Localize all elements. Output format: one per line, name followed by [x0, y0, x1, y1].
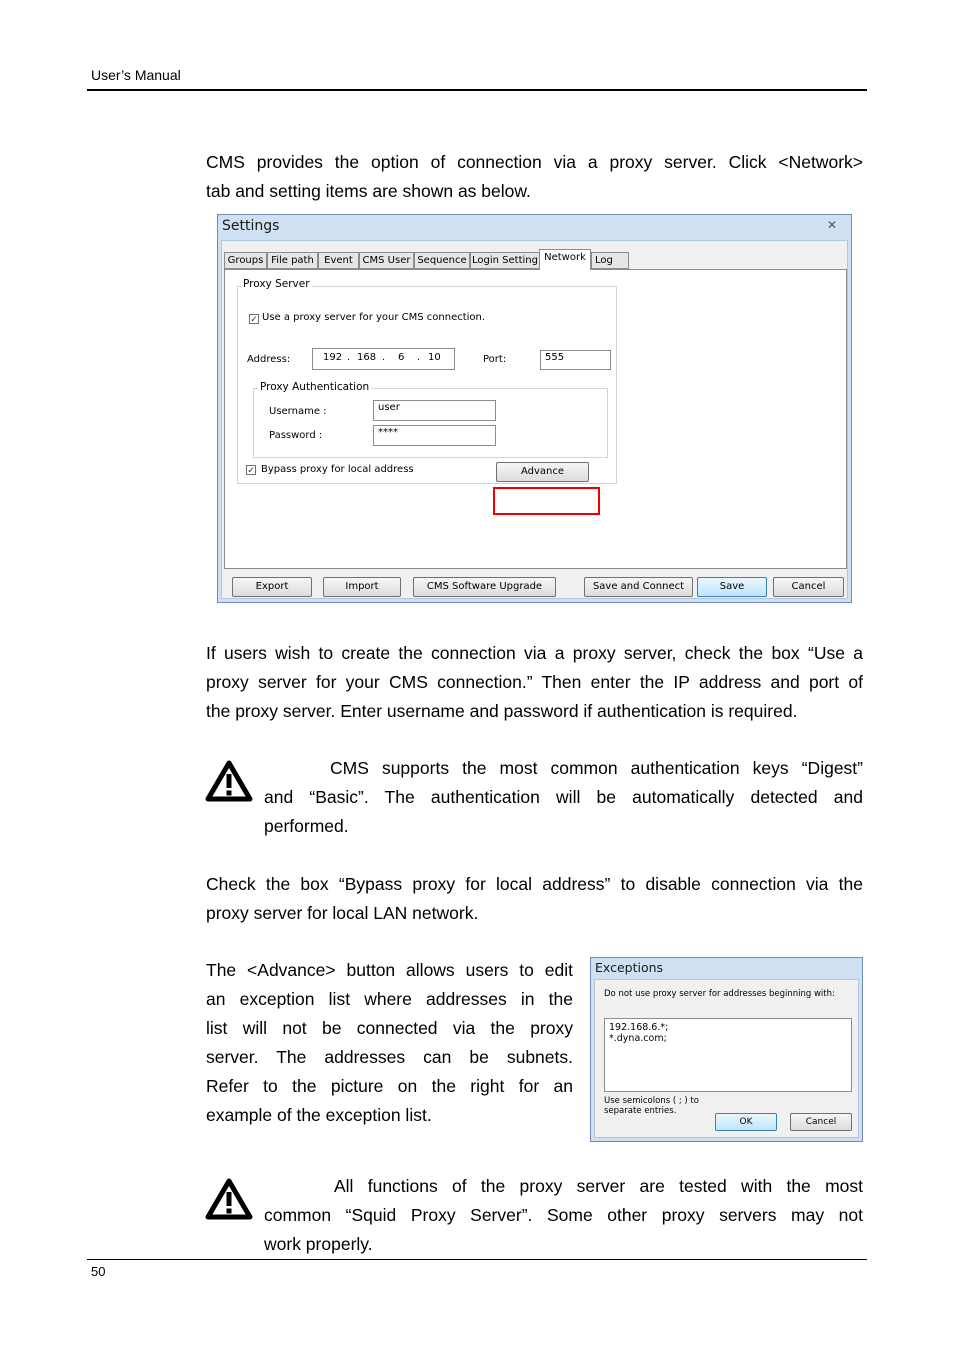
- note2-line-1: All functions of the proxy server are tested with the most: [334, 1176, 863, 1196]
- username-field[interactable]: user: [373, 400, 496, 421]
- para4-line-5: Refer to the picture on the right for an: [206, 1076, 573, 1096]
- intro-line-2: tab and setting items are shown as below.: [206, 181, 531, 201]
- ip-octet-4: 10: [428, 352, 441, 363]
- note-authentication: [264, 754, 863, 841]
- intro-line-1: CMS provides the option of connection via a proxy server. Click <Network>: [206, 152, 863, 172]
- ip-dot-1: .: [347, 352, 351, 363]
- exceptions-hint-line-2: separate entries.: [604, 1106, 677, 1116]
- save-button[interactable]: Save: [697, 577, 767, 597]
- exceptions-hint: [604, 1096, 699, 1116]
- para3-line-1: Check the box “Bypass proxy for local address” to disable connection via the: [206, 874, 863, 894]
- note1-line-1: CMS supports the most common authentication keys “Digest”: [330, 758, 863, 778]
- tab-cms-user[interactable]: CMS User: [359, 252, 414, 269]
- proxy-auth-group: [253, 388, 608, 458]
- use-proxy-label: Use a proxy server for your CMS connection.: [262, 312, 486, 323]
- note2-line-3: work properly.: [264, 1234, 373, 1254]
- para4-line-4: server. The addresses can be subnets.: [206, 1047, 573, 1067]
- header-rule: [87, 89, 867, 91]
- ip-dot-2: .: [382, 352, 386, 363]
- ip-octet-1: 192: [323, 352, 343, 363]
- tab-event[interactable]: Event: [318, 252, 359, 269]
- proxy-server-legend: Proxy Server: [243, 278, 310, 290]
- note1-line-3: performed.: [264, 816, 349, 836]
- footer-rule: [87, 1259, 867, 1260]
- address-ip-field[interactable]: [312, 348, 455, 370]
- bypass-proxy-checkbox[interactable]: ✓: [247, 465, 255, 475]
- note2-line-2: common “Squid Proxy Server”. Some other proxy servers may not: [264, 1205, 863, 1225]
- bypass-paragraph: [206, 870, 863, 928]
- tab-login-setting[interactable]: Login Setting: [470, 252, 540, 269]
- running-header: User’s Manual: [91, 67, 181, 83]
- note-squid-proxy: [264, 1172, 863, 1259]
- para2-line-2: proxy server for your CMS connection.” Then enter the IP address and port of: [206, 672, 863, 692]
- ip-octet-2: 168: [357, 352, 377, 363]
- username-label: Username :: [269, 406, 327, 417]
- para4-line-3: list will not be connected via the proxy: [206, 1018, 573, 1038]
- port-label: Port:: [483, 354, 507, 365]
- proxy-auth-legend: Proxy Authentication: [260, 381, 370, 393]
- cancel-button[interactable]: Cancel: [773, 577, 844, 597]
- para4-line-1: The <Advance> button allows users to edit: [206, 960, 573, 980]
- ip-dot-3: .: [417, 352, 421, 363]
- intro-paragraph: [206, 148, 863, 206]
- exceptions-cancel-button[interactable]: Cancel: [790, 1113, 852, 1131]
- tab-network[interactable]: Network: [539, 249, 591, 270]
- proxy-instructions-paragraph: [206, 639, 863, 726]
- para4-line-2: an exception list where addresses in the: [206, 989, 573, 1009]
- warning-icon: [205, 1177, 253, 1221]
- exceptions-instruction: Do not use proxy server for addresses beginning with:: [604, 989, 835, 999]
- use-proxy-checkbox[interactable]: ✓: [250, 314, 258, 324]
- exceptions-dialog: [590, 957, 863, 1142]
- exceptions-list-field[interactable]: [604, 1018, 852, 1092]
- tab-groups[interactable]: Groups: [224, 252, 267, 269]
- advance-button[interactable]: Advance: [496, 462, 589, 482]
- settings-dialog: [217, 214, 852, 603]
- note1-line-2: and “Basic”. The authentication will be automatically detected and: [264, 787, 863, 807]
- settings-dialog-title: Settings: [222, 218, 280, 234]
- exceptions-dialog-body: [594, 979, 859, 1138]
- exceptions-hint-line-1: Use semicolons ( ; ) to: [604, 1096, 699, 1106]
- network-tab-panel: [224, 269, 847, 569]
- advance-paragraph: [206, 956, 573, 1130]
- settings-dialog-body: [221, 240, 848, 599]
- import-button[interactable]: Import: [323, 577, 401, 597]
- exceptions-dialog-title: Exceptions: [595, 960, 664, 975]
- export-button[interactable]: Export: [232, 577, 312, 597]
- page-number: 50: [91, 1264, 106, 1279]
- warning-icon: [205, 759, 253, 803]
- advance-highlight-box: [493, 487, 600, 515]
- close-icon[interactable]: ✕: [826, 218, 837, 232]
- para3-line-2: proxy server for local LAN network.: [206, 903, 479, 923]
- save-and-connect-button[interactable]: Save and Connect: [584, 577, 693, 597]
- ip-octet-3: 6: [398, 352, 405, 363]
- address-label: Address:: [247, 354, 291, 365]
- tab-file-path[interactable]: File path: [267, 252, 318, 269]
- para2-line-3: the proxy server. Enter username and password if authentication is required.: [206, 701, 798, 721]
- password-label: Password :: [269, 430, 323, 441]
- port-field[interactable]: 555: [540, 350, 611, 370]
- bypass-proxy-label: Bypass proxy for local address: [261, 464, 414, 475]
- tab-sequence[interactable]: Sequence: [414, 252, 470, 269]
- para4-line-6: example of the exception list.: [206, 1105, 432, 1125]
- exception-entry: *.dyna.com;: [609, 1033, 667, 1044]
- tab-log[interactable]: Log: [591, 252, 629, 269]
- para2-line-1: If users wish to create the connection via a proxy server, check the box “Use a: [206, 643, 863, 663]
- ok-button[interactable]: OK: [715, 1113, 777, 1131]
- password-field[interactable]: ****: [373, 425, 496, 446]
- exception-entry: 192.168.6.*;: [609, 1022, 669, 1033]
- cms-software-upgrade-button[interactable]: CMS Software Upgrade: [413, 577, 556, 597]
